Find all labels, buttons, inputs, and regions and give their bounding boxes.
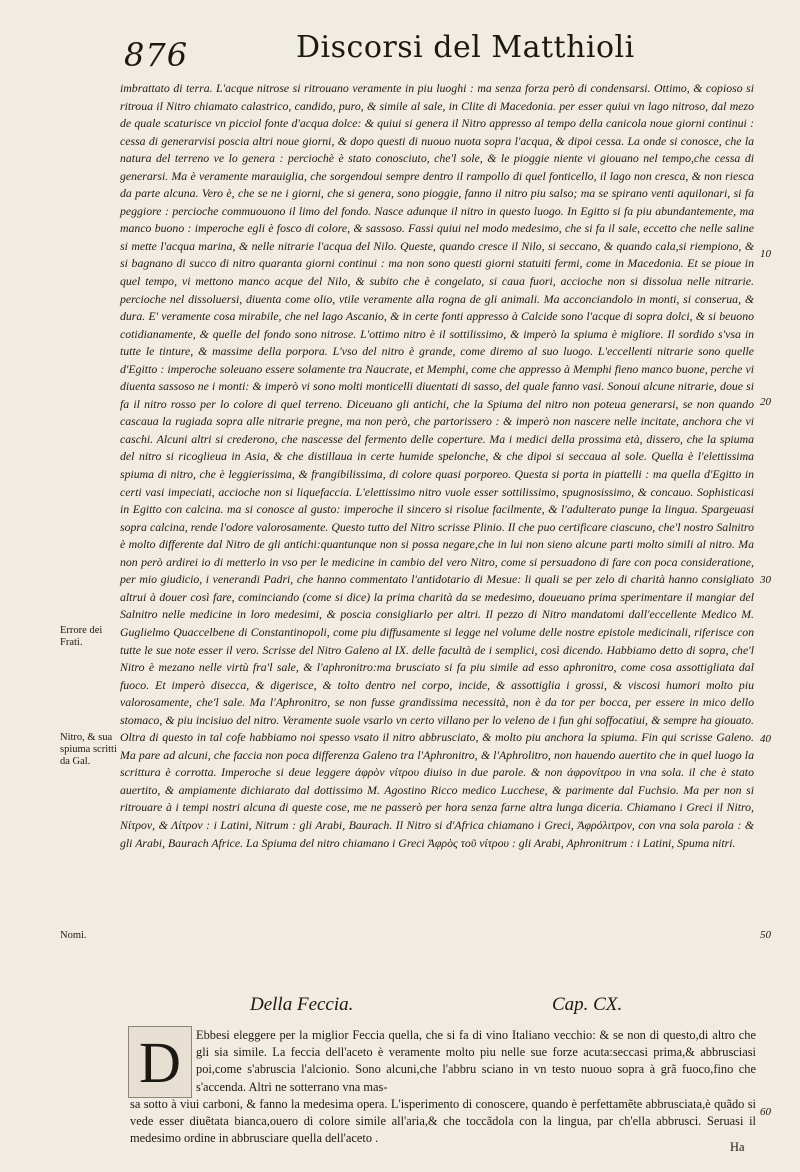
line-number: 60 bbox=[760, 1106, 771, 1118]
line-number: 30 bbox=[760, 574, 771, 586]
running-title: Discorsi del Matthioli bbox=[296, 30, 635, 65]
main-text: imbrattato di terra. L'acque nitrose si ritrouano veramente in piu luoghi : ma senza forza però di condensarsi. Ottimo, & copioso si ritroua il Nitro chiamato calastrico, candido, puro, & simile al sale, in Clite di Macedonia. per esser quiui vn lago nitroso, dal mezo de quale scaturisce vn picciol fonte d'acqua dolce: & quiui si genera il Nitro appresso al tempo della canicola noue giorni continui : cessa di generarvisi poscia altri noue giorni, & dopo questi di nuouo nuota sopra l'acqua, & dipoi cessa. La onde si conosce, che la natura del terreno ve lo genera : perciochè è stato conosciuto, che'l sole, & le pioggie niente vi giouano nel tempo,che cessa di generarsi. Ma è veramente marauiglia, che sorgendoui sempre dentro il rampollo di quel fonticello, il lago non cresca, & non riesca da parte alcuna. Vero è, che se ne i giorni, che si genera, sono pioggie, fanno il nitro piu salso; ma se spirano venti aquilonari, si fa peggiore : percioche commuouono il limo del fondo. Nasce adunque il nitro in questo luogo. In Egitto si fa piu abundantemente, ma manco buono : imperoche egli è fosco di colore, & sassoso. Fassi quiui nel modo medesimo, che si fa il sale, eccetto che nelle saline si mette l'acqua marina, & nelle nitrarie l'acqua del Nilo. Queste, quando cresce il Nilo, si seccano, & quando cala,si riempiono, & si bagnano di succo di nitro quaranta giorni continui : ma non sono questi giorni statuiti fermi, come in Macedonia. Et se pioue in quel tempo, vi mettono manco acque del Nilo, & subito che è congelato, si caua fuori, accioche non si dissolua nelle nitrarie. percioche nel dissoluersi, diuenta come olio, vtile veramente alla rogna de gli animali. Ma acconciandolo in monti, si conserua, & dura. E' veramente cosa mirabile, che nel lago Ascanio, & in certe fonti appresso à Calcide sono l'acque di sopra dolci, & si beuono cotidianamente, & quelle del fondo sono nitrose. L'ottimo nitro è il sottilissimo, & imperò la spiuma è migliore. Il sordido s'vsa in tutte le tinture, & massime della porpora. L'vso del nitro è grande, come diremo al suo luogo. L'eccellenti nitrarie sono quelle d'Egitto : imperoche soleuano essere solamente tra Naucrate, et Memphi, come che appresso à Memphi fieno manco buone, perche vi diuenta sassoso ne i monti: & imperò vi sono molti monticelli diuentati di sasso, del quale fanno vasi. Sonoui alcune nitrarie, doue si fa il nitro rosso per lo colore di quel terreno. Diceuano gli antichi, che la Spiuma del nitro non poteua generarsi, se non quando cascaua la rugiada sopra alle nitrarie pregne, ma non però, che partorissero : & imperò non nascere nelle incitate, anchora che vi caschi. Alcuni altri si crederono, che nascesse del fermento delle coperture. Ma i medici della prossima età, dissero, che la spiuma del nitro si ricoglieua in Asia, & che distillaua in certe humide spelonche, & che dipoi si seccaua al sole. Quella è l'elettissima spiuma di nitro, che è leggierissima, & frangibilissima, di colore quasi porporeo. Questa si porta in piattelli : ma quella d'Egitto in certi vasi impeciati, accioche non si liquefaccia. L'elettissimo nitro vuole esser sottilissimo, spugnosissimo, & concauo. Sophisticasi in Egitto con calcina. ma si conosce al gusto: imperoche il sincero si risolue facilmente, & l'adulterato punge la lingua. Spargeuasi sopra calcina, rende l'odore valorosamente. Questo tutto del Nitro scrisse Plinio. Il che puo certificare ciascuno, che'l nostro Salnitro è molto differente dal Nitro de gli antichi:quantunque non si possa negare,che in lui non sieno alcune parti molto simili al nitro. Ma non però ardirei io di metterlo in vso per le medicine in cambio del vero Nitro, come si persuadono di fare con poca consideratione, per mio giudicio, i venerandi Padri, che hanno commentato l'antidotario di Mesue: li quali se per zelo di charità hanno consigliato altrui à douer così fare, cominciando (come si dice) la prima charità da se medesimo, doueuano prima sperimentare il mangiar del Salnitro nelle medicine in loro medesimi, & poscia consigliarlo per altri. Il pezzo di Nitro mandatomi dall'eccellente Medico M. Guglielmo Quaccelbene di Constantinopoli, come piu diffusamente si legge nel volume delle nostre epistole medicinali, riferisce con tutte le sue note esser il vero. Scrisse del Nitro Galeno al IX. delle facultà de i semplici, così dicendo. Habbiamo detto di sopra, che'l Nitro è mezano nelle virtù fra'l sale, & l'aphronitro:ma brusciato si fa piu simile ad esso aphronitro, come cosa assottigliata dal fuoco. Et imperò disecca, & digerisce, & tolto dentro nel corpo, incide, & assottiglia i grossi, & viscosi humori molto piu valorosamente, che'l sale. Ma l'Aphronitro, se non fusse grandissima necessità, non è da tor per bocca, per essere in mico dello stomaco, & piu incisiuo del nitro. Veramente suole vsarlo vn certo villano per lo veleno de i fun ghi soffocatiui, & sempre ha giouato. Oltra di questo in tal cofe habbiamo noi spesso vsato il nitro abbrusciato, & molto piu anchora la spiuma. Fin qui scrisse Galeno. Ma pare ad alcuni, che faccia non poca differenza Galeno tra l'Aphronitro, & l'Aphrolitro, non hauendo auertito che in quel luogo la scrittura è corrotta. Imperoche si deue leggere ἀφρὸν νίτρου diuiso in due parole. & non ἀφρονίτρου in vna sola. il che è stato auertito, & ampiamente dichiarato dal dottissimo M. Agostino Ricco medico Lucchese, & parimente dal Fuchsio. Ma per non si ritrouare à i tempi nostri alcuna di queste cose, me ne passerò per hora senza farne altra lunga diceria. Chiamano i Greci il Nitro, Νίτρον, & Λίτρον : i Latini, Nitrum : gli Arabi, Baurach. Il Nitro si d'Africa chiamano i Greci, Ἀφρόλιτρον, con vna sola parola : & gli Arabi, Baurach Africe. La Spiuma del nitro chiamano i Greci Ἀφρὸς τοῦ νίτρου : gli Arabi, Aphronitrum : i Latini, Spuma nitri. bbox=[120, 81, 754, 850]
line-number: 40 bbox=[760, 733, 771, 745]
catchword: Ha bbox=[730, 1140, 745, 1154]
line-number: 20 bbox=[760, 396, 771, 408]
margin-note-nomi: Nomi. bbox=[60, 930, 87, 941]
chapter-title: Della Feccia. bbox=[250, 994, 354, 1015]
margin-note-nitro: Nitro, & sua spiuma scritti da Gal. bbox=[60, 732, 117, 767]
chapter-text-indented: Ebbesi eleggere per la miglior Feccia quella, che si fa di vino Italiano vecchio: & se non di questo,di altro che gli sia simile. La feccia dell'aceto è veramente molto piu nelle sue forze acuta:seccasi prima,& abbrusciasi poi,come s'abrusciа l'alcionio. Sono alcuni,che l'abbru sciano in vn testo nuouo sopra à grã fuoco,fino che s'accenda. Altri ne sotterrano vna mas- bbox=[196, 1028, 756, 1094]
chapter-text-wide: sa sotto à viui carboni, & fanno la medesima opera. L'isperimento di conoscere, quando è perfettamẽte abbrusciata,è quãdo si vede esser diuẽtata bianca,ouero di colore simile all'aria,& che toccãdola con la lingua, par ch'ella abbrusci. Seruasi il medesimo ordine in abbrusciare quella dell'aceto . bbox=[130, 1097, 756, 1146]
chapter-number: Cap. CX. bbox=[552, 994, 623, 1015]
drop-cap: D bbox=[128, 1026, 192, 1098]
line-number: 10 bbox=[760, 248, 771, 260]
line-number: 50 bbox=[760, 929, 771, 941]
margin-note-errore: Errore dei Frati. bbox=[60, 625, 103, 648]
page-number: 876 bbox=[124, 36, 189, 74]
